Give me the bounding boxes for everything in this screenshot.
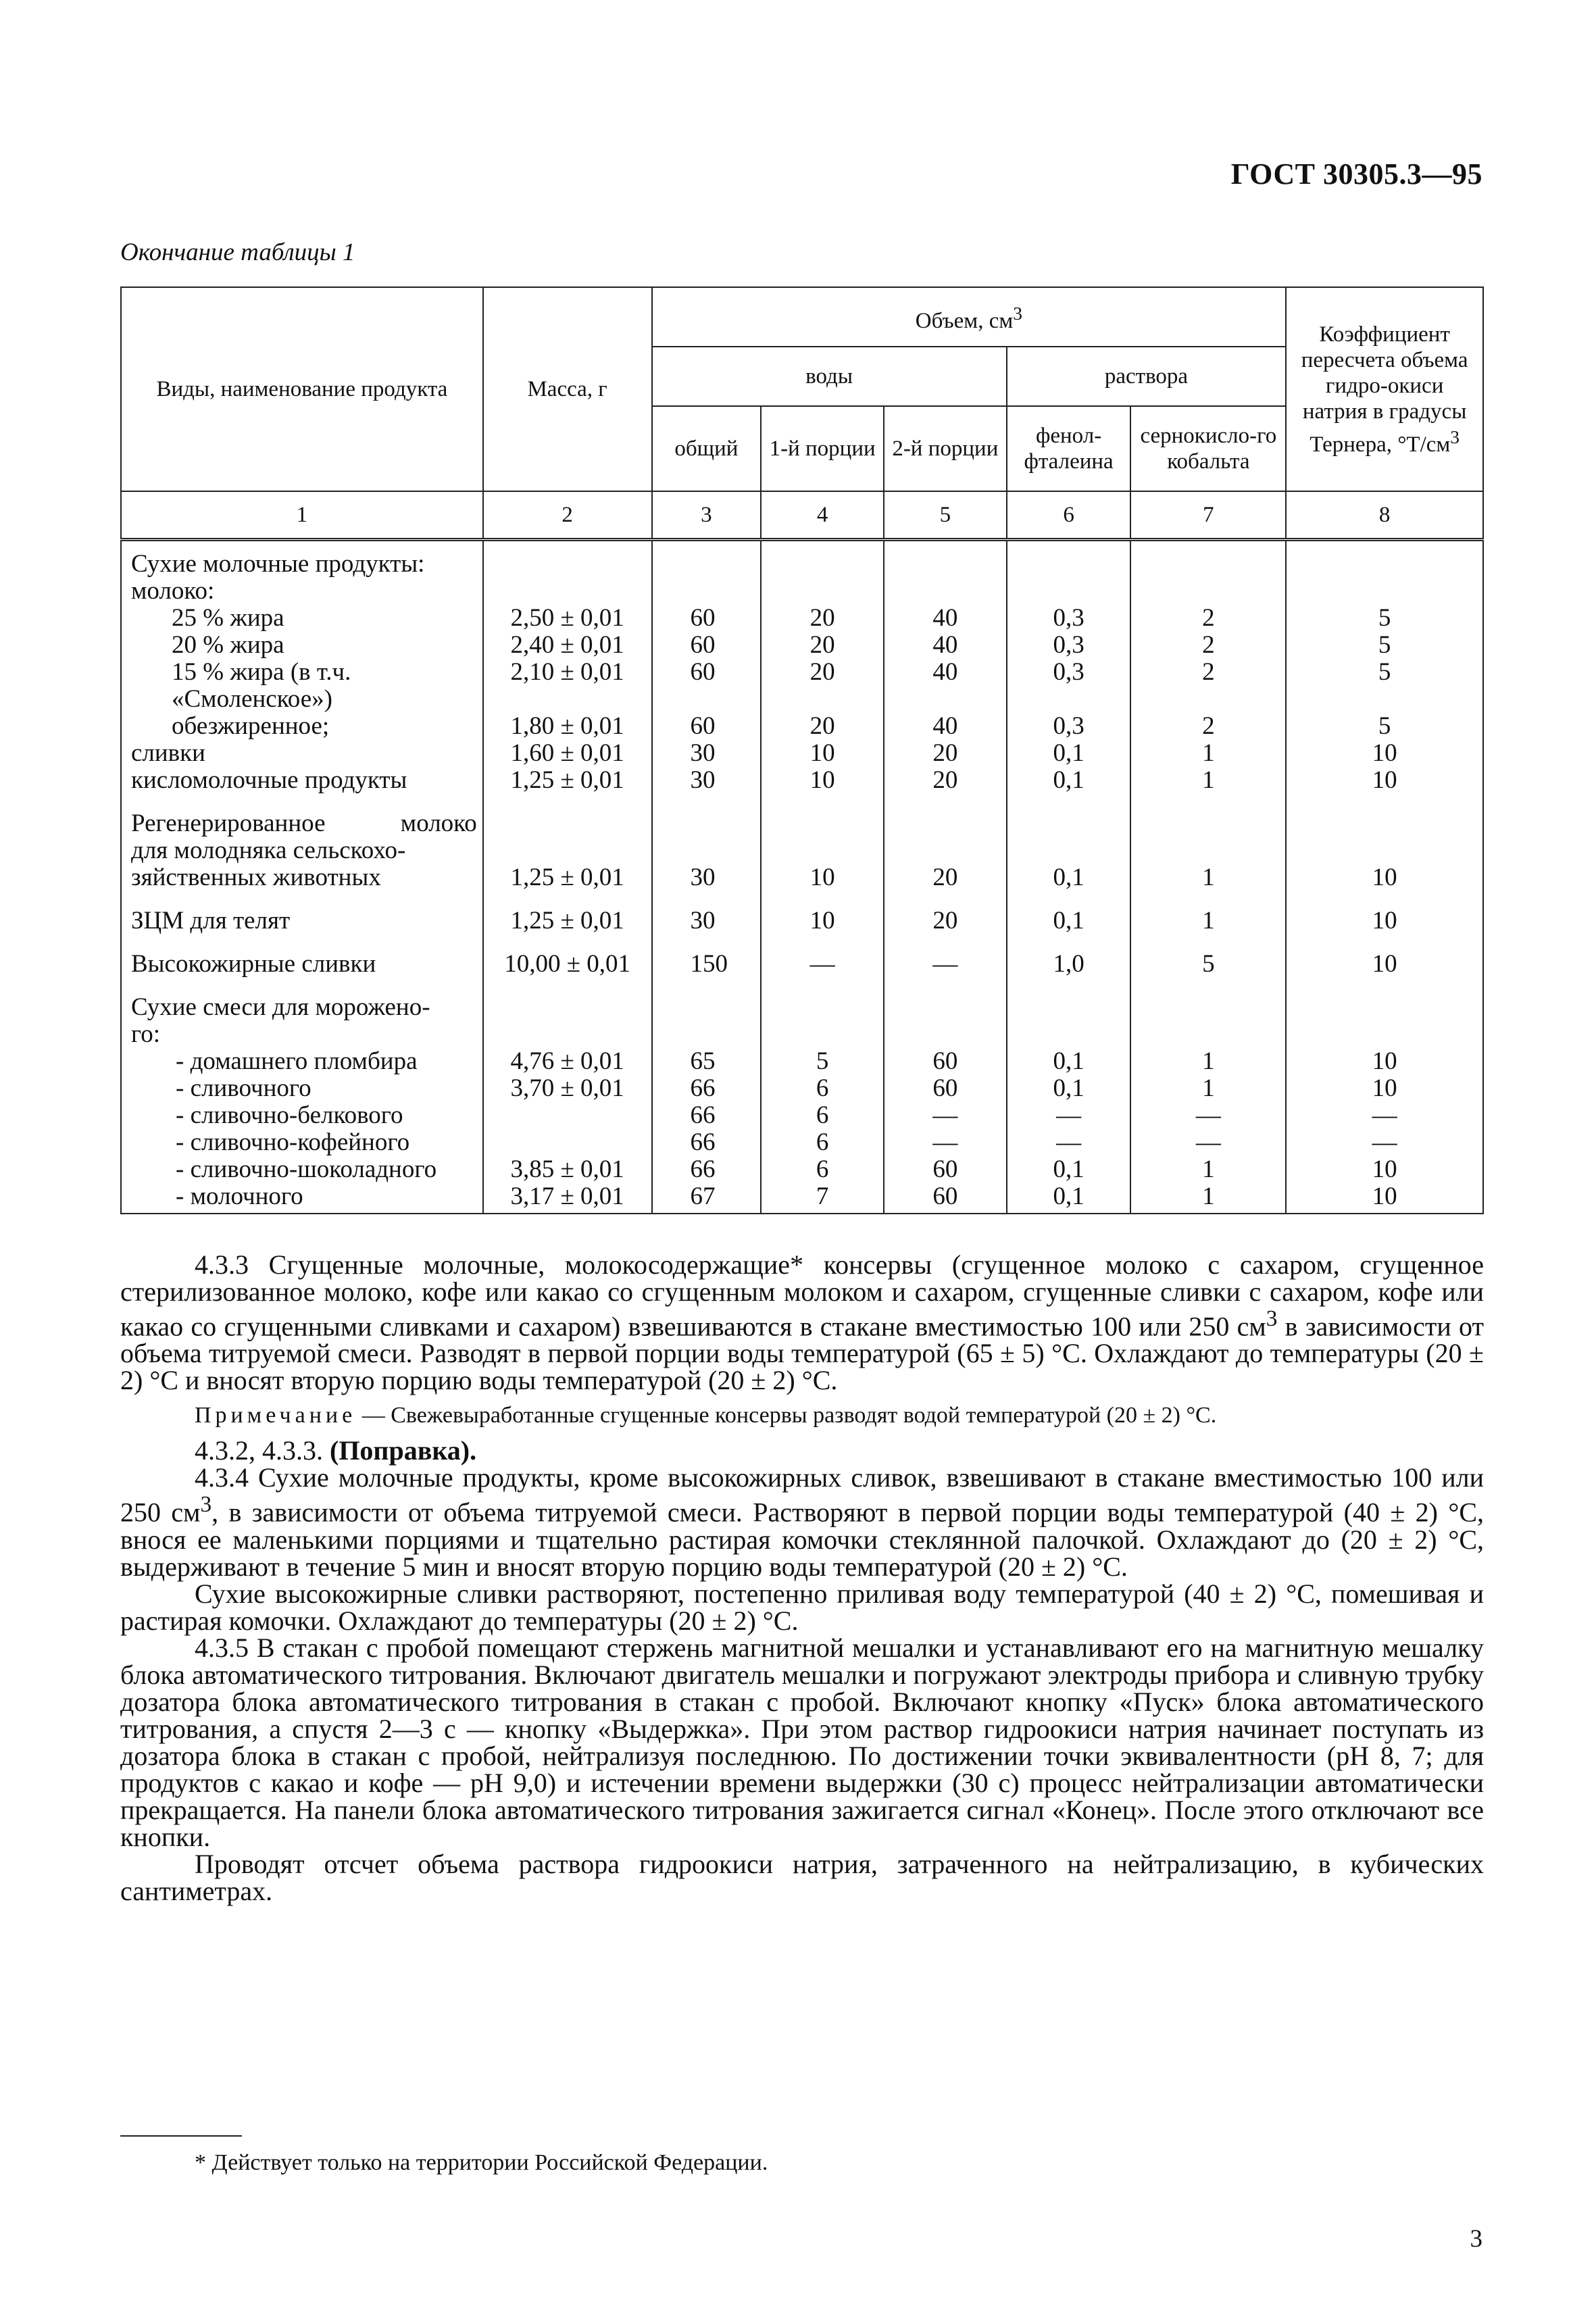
- table-row-group: [121, 898, 1483, 941]
- cell-value: 66: [690, 1101, 716, 1129]
- product-name: кисломолочные продукты: [131, 766, 407, 794]
- cell-value: 5: [1202, 950, 1215, 978]
- product-name: ЗЦМ для телят: [131, 907, 291, 935]
- value-cell: [884, 985, 1007, 1214]
- cell-value: 20: [809, 631, 835, 659]
- cell-value: 3,85 ± 0,01: [510, 1155, 624, 1183]
- cell-value: [762, 1021, 883, 1048]
- product-name: - домашнего пломбира: [176, 1047, 418, 1075]
- cell-value: 10: [1372, 950, 1397, 978]
- cell-value: 30: [690, 864, 716, 891]
- cell-value: [1287, 686, 1482, 713]
- value-cell: [483, 801, 652, 898]
- cell-value: 1,60 ± 0,01: [510, 739, 624, 767]
- cell-value: 3,17 ± 0,01: [510, 1183, 624, 1210]
- cell-value: 0,3: [1053, 631, 1084, 659]
- cell-value: 40: [932, 712, 958, 740]
- cell-value: 40: [932, 658, 958, 686]
- cell-value: 10: [809, 766, 835, 794]
- cell-value: 66: [690, 1128, 716, 1156]
- cell-value: [762, 837, 883, 864]
- paragraph-reading: Проводят отсчет объема раствора гидроокиси натрия, затраченного на нейтрализацию, в кубических сантиметрах.: [120, 1848, 1484, 1906]
- amendment-line: 4.3.2, 4.3.3. (Поправка).: [195, 1435, 477, 1466]
- cell-value: [691, 810, 761, 837]
- value-cell: [761, 801, 884, 898]
- value-cell: [884, 941, 1007, 985]
- cell-value: 1: [1202, 1183, 1215, 1210]
- cell-value: 60: [932, 1074, 958, 1102]
- cell-value: [1131, 994, 1285, 1021]
- cell-value: [484, 1021, 651, 1048]
- value-cell: [884, 540, 1007, 801]
- cell-value: 6: [816, 1074, 829, 1102]
- cell-value: 2: [1202, 658, 1215, 686]
- cell-value: 6: [816, 1155, 829, 1183]
- table-caption: Окончание таблицы 1: [120, 239, 355, 266]
- cell-value: 0,3: [1053, 658, 1084, 686]
- cell-value: 20: [809, 712, 835, 740]
- cell-value: —: [1195, 1128, 1221, 1156]
- cell-value: —: [1195, 1101, 1221, 1129]
- cell-value: 30: [690, 766, 716, 794]
- cell-value: 6: [816, 1128, 829, 1156]
- cell-value: 1: [1202, 766, 1215, 794]
- product-name: Высокожирные сливки: [131, 950, 376, 978]
- cell-value: 0,1: [1053, 1074, 1084, 1102]
- cell-value: [884, 810, 1006, 837]
- header-phenolphthalein: фенол-фталеина: [1007, 406, 1131, 491]
- value-cell: [652, 801, 762, 898]
- cell-value: [691, 1021, 761, 1048]
- column-number: 1: [121, 491, 483, 540]
- value-cell: [1286, 941, 1483, 985]
- value-cell: [1007, 801, 1131, 898]
- product-name: сливки: [131, 739, 205, 767]
- cell-value: 1: [1202, 1047, 1215, 1075]
- cell-value: 1: [1202, 1074, 1215, 1102]
- header-mass: Масса, г: [483, 287, 652, 491]
- cell-value: [1131, 1021, 1285, 1048]
- cell-value: [1287, 578, 1482, 605]
- cell-value: 1,0: [1053, 950, 1084, 978]
- column-number: 6: [1007, 491, 1131, 540]
- cell-value: [762, 578, 883, 605]
- cell-value: [691, 686, 761, 713]
- cell-value: [762, 810, 883, 837]
- table-row-group: [121, 540, 1483, 801]
- cell-value: 65: [690, 1047, 716, 1075]
- cell-value: 1,25 ± 0,01: [510, 766, 624, 794]
- cell-value: [1007, 686, 1130, 713]
- cell-value: 7: [816, 1183, 829, 1210]
- header-volume: Объем, $см^3$: [652, 287, 1287, 347]
- cell-value: [884, 994, 1006, 1021]
- column-number: 2: [483, 491, 652, 540]
- cell-value: 2,10 ± 0,01: [510, 658, 624, 686]
- value-cell: [1286, 898, 1483, 941]
- cell-value: —: [932, 950, 958, 978]
- product-name: - сливочно-белкового: [176, 1101, 403, 1129]
- column-number: 7: [1130, 491, 1286, 540]
- value-cell: [1007, 898, 1131, 941]
- cell-value: [484, 837, 651, 864]
- value-cell: [761, 941, 884, 985]
- cell-value: [691, 994, 761, 1021]
- cell-value: 67: [690, 1183, 716, 1210]
- value-cell: [761, 985, 884, 1214]
- header-cobalt-sulfate: сернокисло-го кобальта: [1130, 406, 1286, 491]
- product-name: - сливочно-шоколадного: [176, 1155, 437, 1183]
- cell-value: [1007, 578, 1130, 605]
- cell-value: [884, 1021, 1006, 1048]
- cell-value: 5: [1378, 712, 1391, 740]
- value-cell: [483, 898, 652, 941]
- cell-value: —: [1056, 1128, 1082, 1156]
- cell-value: 10: [1372, 1155, 1397, 1183]
- body-text: [120, 1251, 1484, 1905]
- product-name-cell: [121, 801, 483, 898]
- cell-value: 20: [932, 739, 958, 767]
- cell-value: [484, 686, 651, 713]
- cell-value: 60: [690, 712, 716, 740]
- value-cell: [652, 941, 762, 985]
- cell-value: 20: [932, 766, 958, 794]
- cell-value: 1: [1202, 907, 1215, 935]
- cell-value: 0,3: [1053, 712, 1084, 740]
- cell-value: [484, 994, 651, 1021]
- cell-value: 40: [932, 604, 958, 632]
- data-table: [120, 287, 1484, 1214]
- cell-value: 60: [690, 604, 716, 632]
- cell-value: [1287, 1021, 1482, 1048]
- cell-value: [1131, 810, 1285, 837]
- product-name: Сухие смеси для морожено-: [131, 993, 430, 1021]
- cell-value: [484, 810, 651, 837]
- product-name: обезжиренное;: [172, 712, 330, 740]
- value-cell: [483, 941, 652, 985]
- cell-value: 2: [1202, 712, 1215, 740]
- value-cell: [1286, 801, 1483, 898]
- value-cell: [1130, 540, 1286, 801]
- value-cell: [884, 898, 1007, 941]
- cell-value: —: [932, 1128, 958, 1156]
- cell-value: 5: [816, 1047, 829, 1075]
- cell-value: 60: [690, 631, 716, 659]
- product-name: для молодняка сельскохо-: [131, 837, 406, 864]
- product-name: Сухие молочные продукты:: [131, 550, 425, 578]
- cell-value: 2: [1202, 631, 1215, 659]
- paragraph-4-3-5: 4.3.5 В стакан с пробой помещают стержень магнитной мешалки и устанавливают его на магнитную мешалку блока автоматического титрования. Включают двигатель мешалки и погружают электроды прибора и сливную трубку дозатора блока автоматического титрования в стакан с пробой. Включают кнопку «Пуск» блока автоматического титрования, а спустя 2—3 с — кнопку «Выдержка». При этом раствор гидроокиси натрия начинает поступать из дозатора блока в стакан с пробой, нейтрализуя последнюю. По достижении точки эквивалентности (рН 8, 7; для продуктов с какао и кофе — рН 9,0) и истечении времени выдержки (30 с) процесс нейтрализации автоматически прекращается. На панели блока автоматического титрования зажигается сигнал «Конец». После этого отключают все кнопки.: [120, 1632, 1484, 1852]
- cell-value: 30: [690, 739, 716, 767]
- cell-value: 5: [1378, 604, 1391, 632]
- value-cell: [761, 898, 884, 941]
- cell-value: 60: [690, 658, 716, 686]
- cell-value: 10,00 ± 0,01: [504, 950, 631, 978]
- cell-value: 10: [1372, 1074, 1397, 1102]
- product-name: - молочного: [176, 1183, 303, 1210]
- cell-value: 20: [932, 907, 958, 935]
- cell-value: 0,1: [1053, 1155, 1084, 1183]
- cell-value: 0,1: [1053, 907, 1084, 935]
- cell-value: [1007, 810, 1130, 837]
- cell-value: 1: [1202, 739, 1215, 767]
- cell-value: [691, 578, 761, 605]
- cell-value: —: [1372, 1128, 1397, 1156]
- paragraph-4-3-3: 4.3.3 Сгущенные молочные, молокосодержащие* консервы (сгущенное молоко с сахаром, сгущенное стерилизованное молоко, кофе или какао со сгущенным молоком и сахаром, сгущенные сливки с сахаром, кофе или какао со сгущенными сливками и сахаром) взвешиваются в стакане вместимостью 100 или 250 $см^3$ в зависимости от объема титруемой смеси. Разводят в первой порции воды температурой (65 ± 5) °С. Охлаждают до температуры (20 ± 2) °С и вносят вторую порцию воды температурой (20 ± 2) °С.: [120, 1249, 1485, 1396]
- cell-value: 1,80 ± 0,01: [510, 712, 624, 740]
- cell-value: [691, 837, 761, 864]
- cell-value: 1: [1202, 864, 1215, 891]
- cell-value: 10: [1372, 1183, 1397, 1210]
- value-cell: [652, 540, 762, 801]
- cell-value: 30: [690, 907, 716, 935]
- cell-value: 40: [932, 631, 958, 659]
- cell-value: [1007, 551, 1130, 578]
- cell-value: [484, 1102, 651, 1129]
- footnote-divider: [120, 2135, 242, 2137]
- cell-value: [691, 551, 761, 578]
- cell-value: 10: [1372, 1047, 1397, 1075]
- table-row-group: [121, 985, 1483, 1214]
- cell-value: [1131, 578, 1285, 605]
- cell-value: 20: [932, 864, 958, 891]
- cell-value: 20: [809, 658, 835, 686]
- cell-value: 10: [1372, 864, 1397, 891]
- table-row-group: [121, 941, 1483, 985]
- cell-value: [1287, 994, 1482, 1021]
- note: Примечание — Свежевыработанные сгущенные консервы разводят водой температурой (20 ± 2) °С.: [195, 1403, 1217, 1428]
- cell-value: [884, 551, 1006, 578]
- cell-value: 6: [816, 1101, 829, 1129]
- cell-value: 4,76 ± 0,01: [510, 1047, 624, 1075]
- page-number: 3: [1470, 2225, 1482, 2253]
- value-cell: [1130, 985, 1286, 1214]
- product-name: молоко:: [131, 577, 215, 605]
- cell-value: 1,25 ± 0,01: [510, 907, 624, 935]
- cell-value: 1: [1202, 1155, 1215, 1183]
- cell-value: 0,3: [1053, 604, 1084, 632]
- product-name: 15 % жира (в т.ч.: [172, 658, 351, 686]
- cell-value: 1,25 ± 0,01: [510, 864, 624, 891]
- header-water: воды: [652, 347, 1007, 406]
- cell-value: [1131, 837, 1285, 864]
- header-total: общий: [652, 406, 762, 491]
- cell-value: [484, 551, 651, 578]
- value-cell: [652, 985, 762, 1214]
- value-cell: [1007, 540, 1131, 801]
- cell-value: [1131, 551, 1285, 578]
- cell-value: 20: [809, 604, 835, 632]
- cell-value: 66: [690, 1155, 716, 1183]
- cell-value: 0,1: [1053, 864, 1084, 891]
- cell-value: 60: [932, 1047, 958, 1075]
- cell-value: 3,70 ± 0,01: [510, 1074, 624, 1102]
- cell-value: 0,1: [1053, 766, 1084, 794]
- value-cell: [483, 985, 652, 1214]
- product-name: Регенерированное молоко: [131, 810, 477, 837]
- column-number: 4: [761, 491, 884, 540]
- column-number: 5: [884, 491, 1007, 540]
- cell-value: [884, 686, 1006, 713]
- value-cell: [884, 801, 1007, 898]
- paragraph-4-3-4: 4.3.4 Сухие молочные продукты, кроме высокожирных сливок, взвешивают в стакане вместимостью 100 или 250 $см^3$, в зависимости от объема титруемой смеси. Растворяют в первой порции воды температурой (40 ± 2) °С, внося ее маленькими порциями и тщательно растирая комочки стеклянной палочкой. Охлаждают до (20 ± 2) °С, выдерживают в течение 5 мин и вносят вторую порцию воды температурой (20 ± 2) °С.: [120, 1462, 1484, 1582]
- cell-value: [1287, 551, 1482, 578]
- product-name: «Смоленское»): [172, 685, 333, 713]
- product-name-cell: [121, 540, 483, 801]
- footnote: * Действует только на территории Российской Федерации.: [195, 2150, 768, 2175]
- cell-value: [762, 686, 883, 713]
- product-name-cell: [121, 898, 483, 941]
- product-name-cell: [121, 985, 483, 1214]
- cell-value: [884, 578, 1006, 605]
- column-number: 8: [1286, 491, 1483, 540]
- product-name: 25 % жира: [172, 604, 284, 632]
- cell-value: —: [1372, 1101, 1397, 1129]
- cell-value: 5: [1378, 631, 1391, 659]
- cell-value: [484, 1129, 651, 1156]
- paragraph-dry-cream: Сухие высокожирные сливки растворяют, постепенно приливая воду температурой (40 ± 2) °С, помешивая и растирая комочки. Охлаждают до температуры (20 ± 2) °С.: [120, 1578, 1484, 1636]
- cell-value: [1007, 1021, 1130, 1048]
- value-cell: [1130, 941, 1286, 985]
- value-cell: [1007, 985, 1131, 1214]
- cell-value: [1131, 686, 1285, 713]
- product-name: - сливочно-кофейного: [176, 1128, 410, 1156]
- cell-value: —: [809, 950, 835, 978]
- value-cell: [1286, 540, 1483, 801]
- cell-value: —: [1056, 1101, 1082, 1129]
- cell-value: 10: [809, 739, 835, 767]
- cell-value: 60: [932, 1155, 958, 1183]
- value-cell: [652, 898, 762, 941]
- value-cell: [483, 540, 652, 801]
- product-name: - сливочного: [176, 1074, 311, 1102]
- header-solution: раствора: [1007, 347, 1287, 406]
- header-product: Виды, наименование продукта: [121, 287, 483, 491]
- cell-value: 0,1: [1053, 1183, 1084, 1210]
- cell-value: [1007, 837, 1130, 864]
- header-portion-2: 2-й порции: [884, 406, 1007, 491]
- cell-value: 5: [1378, 658, 1391, 686]
- cell-value: [1007, 994, 1130, 1021]
- cell-value: 10: [809, 864, 835, 891]
- column-number: 3: [652, 491, 762, 540]
- cell-value: 66: [690, 1074, 716, 1102]
- cell-value: 10: [1372, 739, 1397, 767]
- cell-value: 2,40 ± 0,01: [510, 631, 624, 659]
- cell-value: 2,50 ± 0,01: [510, 604, 624, 632]
- cell-value: 2: [1202, 604, 1215, 632]
- value-cell: [761, 540, 884, 801]
- cell-value: [1287, 810, 1482, 837]
- cell-value: [484, 578, 651, 605]
- value-cell: [1130, 801, 1286, 898]
- cell-value: 10: [1372, 766, 1397, 794]
- table-row-group: [121, 801, 1483, 898]
- product-name: го:: [131, 1020, 161, 1048]
- value-cell: [1286, 985, 1483, 1214]
- cell-value: 0,1: [1053, 739, 1084, 767]
- product-name: 20 % жира: [172, 631, 284, 659]
- product-name: зяйственных животных: [131, 864, 381, 891]
- value-cell: [1130, 898, 1286, 941]
- value-cell: [1007, 941, 1131, 985]
- header-portion-1: 1-й порции: [761, 406, 884, 491]
- cell-value: 10: [1372, 907, 1397, 935]
- cell-value: —: [932, 1101, 958, 1129]
- cell-value: 150: [690, 950, 728, 978]
- product-name-cell: [121, 941, 483, 985]
- cell-value: [762, 551, 883, 578]
- cell-value: [884, 837, 1006, 864]
- document-code: ГОСТ 30305.3—95: [1230, 157, 1482, 191]
- cell-value: 10: [809, 907, 835, 935]
- cell-value: [1287, 837, 1482, 864]
- cell-value: 0,1: [1053, 1047, 1084, 1075]
- cell-value: [762, 994, 883, 1021]
- header-coefficient: Коэффициент пересчета объема гидро-окиси натрия в градусы Тернера, $^\circ Т/см^3$: [1286, 287, 1483, 491]
- cell-value: 60: [932, 1183, 958, 1210]
